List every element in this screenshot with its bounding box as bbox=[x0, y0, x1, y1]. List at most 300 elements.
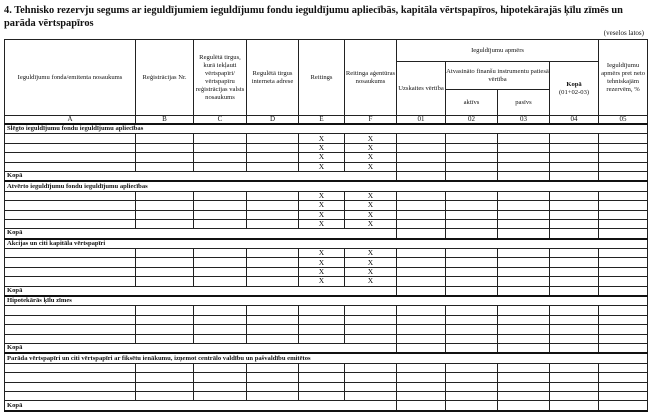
total-cell-02[interactable] bbox=[446, 343, 498, 353]
not-applicable-mark: X bbox=[345, 258, 397, 267]
input-cell-b[interactable] bbox=[136, 134, 194, 143]
input-cell-02[interactable] bbox=[446, 153, 498, 162]
not-applicable-mark: X bbox=[299, 210, 345, 219]
input-cell-04[interactable] bbox=[550, 325, 599, 334]
table-row bbox=[5, 363, 648, 372]
not-applicable-mark: X bbox=[345, 267, 397, 276]
input-cell-b[interactable] bbox=[136, 363, 194, 372]
input-cell-01[interactable] bbox=[397, 325, 446, 334]
input-cell-02[interactable] bbox=[446, 191, 498, 200]
input-cell-c[interactable] bbox=[194, 153, 247, 162]
not-applicable-mark: X bbox=[299, 201, 345, 210]
input-cell-c[interactable] bbox=[194, 267, 247, 276]
total-cell-04[interactable] bbox=[550, 401, 599, 411]
input-cell-f[interactable] bbox=[345, 306, 397, 315]
table-row bbox=[5, 219, 648, 228]
input-cell-04[interactable] bbox=[550, 162, 599, 171]
input-cell-c[interactable] bbox=[194, 277, 247, 286]
input-cell-e[interactable] bbox=[299, 363, 345, 372]
input-cell-d[interactable] bbox=[247, 143, 299, 152]
input-cell-d[interactable] bbox=[247, 162, 299, 171]
total-row bbox=[5, 229, 648, 239]
input-cell-04[interactable] bbox=[550, 306, 599, 315]
input-cell-e[interactable] bbox=[299, 373, 345, 382]
input-cell-c[interactable] bbox=[194, 210, 247, 219]
total-cell-03[interactable] bbox=[498, 343, 550, 353]
input-cell-02[interactable] bbox=[446, 249, 498, 258]
input-cell-04[interactable] bbox=[550, 391, 599, 400]
total-label: Kopā bbox=[5, 171, 397, 181]
table-row bbox=[5, 162, 648, 171]
input-cell-b[interactable] bbox=[136, 373, 194, 382]
input-cell-04[interactable] bbox=[550, 134, 599, 143]
column-code: 05 bbox=[599, 116, 648, 125]
input-cell-c[interactable] bbox=[194, 134, 247, 143]
investments-table bbox=[4, 39, 648, 412]
input-cell-02[interactable] bbox=[446, 134, 498, 143]
input-cell-05[interactable] bbox=[599, 162, 648, 171]
input-cell-05[interactable] bbox=[599, 391, 648, 400]
input-cell-b[interactable] bbox=[136, 267, 194, 276]
input-cell-d[interactable] bbox=[247, 191, 299, 200]
header-d: Regulētā tirgus interneta adrese bbox=[247, 40, 299, 116]
input-cell-d[interactable] bbox=[247, 325, 299, 334]
section-label: Slēgto ieguldījumu fondu ieguldījumu apliecības bbox=[5, 124, 648, 134]
input-cell-c[interactable] bbox=[194, 363, 247, 372]
input-cell-c[interactable] bbox=[194, 382, 247, 391]
not-applicable-mark: X bbox=[345, 210, 397, 219]
table-row bbox=[5, 258, 648, 267]
input-cell-03[interactable] bbox=[498, 143, 550, 152]
input-cell-b[interactable] bbox=[136, 306, 194, 315]
input-cell-c[interactable] bbox=[194, 162, 247, 171]
input-cell-05[interactable] bbox=[599, 373, 648, 382]
input-cell-04[interactable] bbox=[550, 219, 599, 228]
input-cell-04[interactable] bbox=[550, 363, 599, 372]
input-cell-02[interactable] bbox=[446, 210, 498, 219]
input-cell-03[interactable] bbox=[498, 249, 550, 258]
input-cell-02[interactable] bbox=[446, 315, 498, 324]
input-cell-f[interactable] bbox=[345, 382, 397, 391]
input-cell-02[interactable] bbox=[446, 325, 498, 334]
header-04-formula: (01+02-03) bbox=[558, 88, 590, 96]
not-applicable-mark: X bbox=[345, 162, 397, 171]
header-subgroup: Atvasināto finanšu instrumentu patiesā vērtība bbox=[446, 62, 550, 90]
input-cell-02[interactable] bbox=[446, 201, 498, 210]
table-row bbox=[5, 325, 648, 334]
input-cell-d[interactable] bbox=[247, 219, 299, 228]
total-cell-04[interactable] bbox=[550, 343, 599, 353]
input-cell-d[interactable] bbox=[247, 258, 299, 267]
input-cell-f[interactable] bbox=[345, 325, 397, 334]
input-cell-e[interactable] bbox=[299, 334, 345, 343]
table-row bbox=[5, 249, 648, 258]
input-cell-c[interactable] bbox=[194, 143, 247, 152]
input-cell-a[interactable] bbox=[5, 191, 136, 200]
input-cell-04[interactable] bbox=[550, 191, 599, 200]
column-code: 01 bbox=[397, 116, 446, 125]
input-cell-02[interactable] bbox=[446, 219, 498, 228]
input-cell-b[interactable] bbox=[136, 382, 194, 391]
input-cell-01[interactable] bbox=[397, 201, 446, 210]
input-cell-02[interactable] bbox=[446, 334, 498, 343]
input-cell-02[interactable] bbox=[446, 373, 498, 382]
not-applicable-mark: X bbox=[299, 162, 345, 171]
not-applicable-mark: X bbox=[345, 191, 397, 200]
input-cell-03[interactable] bbox=[498, 277, 550, 286]
input-cell-b[interactable] bbox=[136, 143, 194, 152]
total-cell-02[interactable] bbox=[446, 286, 498, 296]
header-e: Reitings bbox=[299, 40, 345, 116]
input-cell-03[interactable] bbox=[498, 373, 550, 382]
input-cell-03[interactable] bbox=[498, 334, 550, 343]
input-cell-f[interactable] bbox=[345, 334, 397, 343]
input-cell-b[interactable] bbox=[136, 391, 194, 400]
input-cell-e[interactable] bbox=[299, 391, 345, 400]
input-cell-f[interactable] bbox=[345, 363, 397, 372]
input-cell-d[interactable] bbox=[247, 134, 299, 143]
input-cell-a[interactable] bbox=[5, 219, 136, 228]
input-cell-05[interactable] bbox=[599, 334, 648, 343]
total-cell-03[interactable] bbox=[498, 171, 550, 181]
input-cell-03[interactable] bbox=[498, 382, 550, 391]
total-cell-03[interactable] bbox=[498, 401, 550, 411]
input-cell-b[interactable] bbox=[136, 315, 194, 324]
table-row bbox=[5, 153, 648, 162]
total-cell-01[interactable] bbox=[397, 229, 446, 239]
input-cell-05[interactable] bbox=[599, 210, 648, 219]
header-04 bbox=[550, 62, 599, 116]
input-cell-c[interactable] bbox=[194, 249, 247, 258]
input-cell-03[interactable] bbox=[498, 363, 550, 372]
input-cell-a[interactable] bbox=[5, 373, 136, 382]
not-applicable-mark: X bbox=[299, 134, 345, 143]
total-cell-01[interactable] bbox=[397, 343, 446, 353]
input-cell-03[interactable] bbox=[498, 258, 550, 267]
table-row bbox=[5, 334, 648, 343]
input-cell-b[interactable] bbox=[136, 162, 194, 171]
total-label: Kopā bbox=[5, 229, 397, 239]
total-cell-05[interactable] bbox=[599, 343, 648, 353]
input-cell-04[interactable] bbox=[550, 277, 599, 286]
input-cell-03[interactable] bbox=[498, 391, 550, 400]
total-cell-04[interactable] bbox=[550, 171, 599, 181]
input-cell-01[interactable] bbox=[397, 277, 446, 286]
not-applicable-mark: X bbox=[299, 191, 345, 200]
input-cell-a[interactable] bbox=[5, 306, 136, 315]
input-cell-b[interactable] bbox=[136, 210, 194, 219]
total-row bbox=[5, 401, 648, 411]
input-cell-f[interactable] bbox=[345, 373, 397, 382]
input-cell-a[interactable] bbox=[5, 391, 136, 400]
input-cell-04[interactable] bbox=[550, 334, 599, 343]
column-code: A bbox=[5, 116, 136, 125]
column-letters-row bbox=[5, 116, 648, 125]
input-cell-d[interactable] bbox=[247, 210, 299, 219]
input-cell-02[interactable] bbox=[446, 277, 498, 286]
input-cell-02[interactable] bbox=[446, 382, 498, 391]
input-cell-d[interactable] bbox=[247, 334, 299, 343]
input-cell-f[interactable] bbox=[345, 391, 397, 400]
not-applicable-mark: X bbox=[345, 219, 397, 228]
header-c: Regulētā tirgus, kurā iekļauti vērtspapīri/ vērtspapīru reģistrācijas valsts nosaukums bbox=[194, 40, 247, 116]
input-cell-03[interactable] bbox=[498, 162, 550, 171]
total-cell-05[interactable] bbox=[599, 286, 648, 296]
input-cell-03[interactable] bbox=[498, 315, 550, 324]
column-code: 04 bbox=[550, 116, 599, 125]
section-header-row bbox=[5, 239, 648, 249]
input-cell-05[interactable] bbox=[599, 325, 648, 334]
input-cell-01[interactable] bbox=[397, 258, 446, 267]
input-cell-a[interactable] bbox=[5, 134, 136, 143]
input-cell-04[interactable] bbox=[550, 153, 599, 162]
total-cell-04[interactable] bbox=[550, 229, 599, 239]
header-01: Uzskaites vērtība bbox=[397, 62, 446, 116]
input-cell-01[interactable] bbox=[397, 143, 446, 152]
input-cell-05[interactable] bbox=[599, 201, 648, 210]
input-cell-05[interactable] bbox=[599, 153, 648, 162]
input-cell-02[interactable] bbox=[446, 306, 498, 315]
input-cell-05[interactable] bbox=[599, 191, 648, 200]
input-cell-01[interactable] bbox=[397, 249, 446, 258]
input-cell-e[interactable] bbox=[299, 315, 345, 324]
input-cell-d[interactable] bbox=[247, 277, 299, 286]
section-header-row bbox=[5, 296, 648, 306]
input-cell-b[interactable] bbox=[136, 277, 194, 286]
input-cell-04[interactable] bbox=[550, 201, 599, 210]
total-cell-02[interactable] bbox=[446, 171, 498, 181]
input-cell-d[interactable] bbox=[247, 201, 299, 210]
column-code: F bbox=[345, 116, 397, 125]
total-cell-01[interactable] bbox=[397, 171, 446, 181]
input-cell-a[interactable] bbox=[5, 315, 136, 324]
input-cell-02[interactable] bbox=[446, 258, 498, 267]
input-cell-c[interactable] bbox=[194, 219, 247, 228]
header-b: Reģistrācijas Nr. bbox=[136, 40, 194, 116]
input-cell-a[interactable] bbox=[5, 210, 136, 219]
input-cell-03[interactable] bbox=[498, 325, 550, 334]
header-group: Ieguldījumu apmērs bbox=[397, 40, 599, 62]
input-cell-01[interactable] bbox=[397, 382, 446, 391]
total-cell-02[interactable] bbox=[446, 401, 498, 411]
total-cell-03[interactable] bbox=[498, 286, 550, 296]
input-cell-d[interactable] bbox=[247, 382, 299, 391]
section-header-row bbox=[5, 124, 648, 134]
total-cell-03[interactable] bbox=[498, 229, 550, 239]
input-cell-05[interactable] bbox=[599, 258, 648, 267]
header-02: aktīvs bbox=[446, 90, 498, 116]
input-cell-c[interactable] bbox=[194, 334, 247, 343]
input-cell-a[interactable] bbox=[5, 334, 136, 343]
section-header-row bbox=[5, 353, 648, 363]
input-cell-02[interactable] bbox=[446, 391, 498, 400]
column-code: 03 bbox=[498, 116, 550, 125]
input-cell-04[interactable] bbox=[550, 143, 599, 152]
input-cell-04[interactable] bbox=[550, 373, 599, 382]
input-cell-01[interactable] bbox=[397, 373, 446, 382]
total-cell-01[interactable] bbox=[397, 401, 446, 411]
input-cell-03[interactable] bbox=[498, 306, 550, 315]
not-applicable-mark: X bbox=[299, 277, 345, 286]
input-cell-01[interactable] bbox=[397, 191, 446, 200]
units-note: (veselos latos) bbox=[603, 29, 644, 37]
input-cell-05[interactable] bbox=[599, 249, 648, 258]
input-cell-01[interactable] bbox=[397, 306, 446, 315]
input-cell-04[interactable] bbox=[550, 249, 599, 258]
not-applicable-mark: X bbox=[345, 249, 397, 258]
not-applicable-mark: X bbox=[299, 219, 345, 228]
input-cell-b[interactable] bbox=[136, 153, 194, 162]
total-label: Kopā bbox=[5, 286, 397, 296]
not-applicable-mark: X bbox=[299, 143, 345, 152]
input-cell-a[interactable] bbox=[5, 267, 136, 276]
section-label: Parāda vērtspapīri un citi vērtspapīri ar fiksētu ienākumu, izņemot centrālo valdību un pašvaldību emitētos bbox=[5, 353, 648, 363]
input-cell-d[interactable] bbox=[247, 391, 299, 400]
document-title: 4. Tehnisko rezervju segums ar ieguldījumiem ieguldījumu fondu ieguldījumu apliecībās, kapitāla vērtspapīros, hipotekārajās ķīlu zīmēs un parāda vērtspapīros bbox=[4, 5, 623, 29]
input-cell-a[interactable] bbox=[5, 201, 136, 210]
header-f: Reitinga aģentūras nosaukums bbox=[345, 40, 397, 116]
input-cell-d[interactable] bbox=[247, 267, 299, 276]
total-cell-01[interactable] bbox=[397, 286, 446, 296]
input-cell-05[interactable] bbox=[599, 306, 648, 315]
table-row bbox=[5, 191, 648, 200]
table-row bbox=[5, 267, 648, 276]
input-cell-03[interactable] bbox=[498, 153, 550, 162]
input-cell-01[interactable] bbox=[397, 363, 446, 372]
input-cell-d[interactable] bbox=[247, 363, 299, 372]
input-cell-02[interactable] bbox=[446, 143, 498, 152]
input-cell-c[interactable] bbox=[194, 373, 247, 382]
input-cell-b[interactable] bbox=[136, 191, 194, 200]
input-cell-d[interactable] bbox=[247, 315, 299, 324]
input-cell-a[interactable] bbox=[5, 258, 136, 267]
section-header-row bbox=[5, 181, 648, 191]
input-cell-a[interactable] bbox=[5, 325, 136, 334]
input-cell-b[interactable] bbox=[136, 325, 194, 334]
table-row bbox=[5, 210, 648, 219]
input-cell-a[interactable] bbox=[5, 249, 136, 258]
input-cell-01[interactable] bbox=[397, 219, 446, 228]
input-cell-03[interactable] bbox=[498, 191, 550, 200]
input-cell-03[interactable] bbox=[498, 210, 550, 219]
input-cell-01[interactable] bbox=[397, 334, 446, 343]
header-03: pasīvs bbox=[498, 90, 550, 116]
not-applicable-mark: X bbox=[299, 249, 345, 258]
table-row bbox=[5, 373, 648, 382]
input-cell-a[interactable] bbox=[5, 363, 136, 372]
table-row bbox=[5, 201, 648, 210]
input-cell-01[interactable] bbox=[397, 267, 446, 276]
input-cell-05[interactable] bbox=[599, 143, 648, 152]
input-cell-b[interactable] bbox=[136, 219, 194, 228]
input-cell-d[interactable] bbox=[247, 249, 299, 258]
input-cell-c[interactable] bbox=[194, 325, 247, 334]
input-cell-05[interactable] bbox=[599, 277, 648, 286]
input-cell-04[interactable] bbox=[550, 267, 599, 276]
input-cell-c[interactable] bbox=[194, 391, 247, 400]
input-cell-e[interactable] bbox=[299, 325, 345, 334]
total-row bbox=[5, 286, 648, 296]
total-label: Kopā bbox=[5, 401, 397, 411]
not-applicable-mark: X bbox=[299, 267, 345, 276]
input-cell-b[interactable] bbox=[136, 201, 194, 210]
total-cell-05[interactable] bbox=[599, 229, 648, 239]
total-cell-05[interactable] bbox=[599, 401, 648, 411]
input-cell-01[interactable] bbox=[397, 153, 446, 162]
input-cell-01[interactable] bbox=[397, 210, 446, 219]
not-applicable-mark: X bbox=[345, 134, 397, 143]
input-cell-02[interactable] bbox=[446, 267, 498, 276]
input-cell-a[interactable] bbox=[5, 153, 136, 162]
input-cell-a[interactable] bbox=[5, 162, 136, 171]
section-label: Akcijas un citi kapitāla vērtspapīri bbox=[5, 239, 648, 249]
input-cell-04[interactable] bbox=[550, 258, 599, 267]
input-cell-e[interactable] bbox=[299, 382, 345, 391]
input-cell-05[interactable] bbox=[599, 363, 648, 372]
not-applicable-mark: X bbox=[299, 258, 345, 267]
input-cell-a[interactable] bbox=[5, 277, 136, 286]
input-cell-04[interactable] bbox=[550, 382, 599, 391]
table-row bbox=[5, 277, 648, 286]
input-cell-b[interactable] bbox=[136, 249, 194, 258]
input-cell-01[interactable] bbox=[397, 134, 446, 143]
input-cell-e[interactable] bbox=[299, 306, 345, 315]
input-cell-d[interactable] bbox=[247, 306, 299, 315]
input-cell-03[interactable] bbox=[498, 201, 550, 210]
input-cell-01[interactable] bbox=[397, 162, 446, 171]
total-cell-04[interactable] bbox=[550, 286, 599, 296]
input-cell-02[interactable] bbox=[446, 162, 498, 171]
column-code: C bbox=[194, 116, 247, 125]
input-cell-05[interactable] bbox=[599, 382, 648, 391]
input-cell-b[interactable] bbox=[136, 258, 194, 267]
input-cell-05[interactable] bbox=[599, 267, 648, 276]
input-cell-04[interactable] bbox=[550, 315, 599, 324]
input-cell-01[interactable] bbox=[397, 315, 446, 324]
input-cell-b[interactable] bbox=[136, 334, 194, 343]
input-cell-03[interactable] bbox=[498, 134, 550, 143]
input-cell-a[interactable] bbox=[5, 382, 136, 391]
column-code: D bbox=[247, 116, 299, 125]
input-cell-c[interactable] bbox=[194, 258, 247, 267]
input-cell-c[interactable] bbox=[194, 201, 247, 210]
input-cell-05[interactable] bbox=[599, 315, 648, 324]
input-cell-03[interactable] bbox=[498, 219, 550, 228]
input-cell-05[interactable] bbox=[599, 134, 648, 143]
column-code: 02 bbox=[446, 116, 498, 125]
input-cell-f[interactable] bbox=[345, 315, 397, 324]
input-cell-01[interactable] bbox=[397, 391, 446, 400]
input-cell-02[interactable] bbox=[446, 363, 498, 372]
input-cell-c[interactable] bbox=[194, 191, 247, 200]
input-cell-c[interactable] bbox=[194, 306, 247, 315]
input-cell-04[interactable] bbox=[550, 210, 599, 219]
input-cell-05[interactable] bbox=[599, 219, 648, 228]
column-code: B bbox=[136, 116, 194, 125]
input-cell-03[interactable] bbox=[498, 267, 550, 276]
table-row bbox=[5, 134, 648, 143]
total-cell-02[interactable] bbox=[446, 229, 498, 239]
total-cell-05[interactable] bbox=[599, 171, 648, 181]
input-cell-d[interactable] bbox=[247, 373, 299, 382]
not-applicable-mark: X bbox=[345, 143, 397, 152]
input-cell-c[interactable] bbox=[194, 315, 247, 324]
header-a: Ieguldījumu fonda/emitenta nosaukums bbox=[5, 40, 136, 116]
section-label: Hipotekārās ķīlu zīmes bbox=[5, 296, 648, 306]
not-applicable-mark: X bbox=[345, 277, 397, 286]
input-cell-a[interactable] bbox=[5, 143, 136, 152]
input-cell-d[interactable] bbox=[247, 153, 299, 162]
